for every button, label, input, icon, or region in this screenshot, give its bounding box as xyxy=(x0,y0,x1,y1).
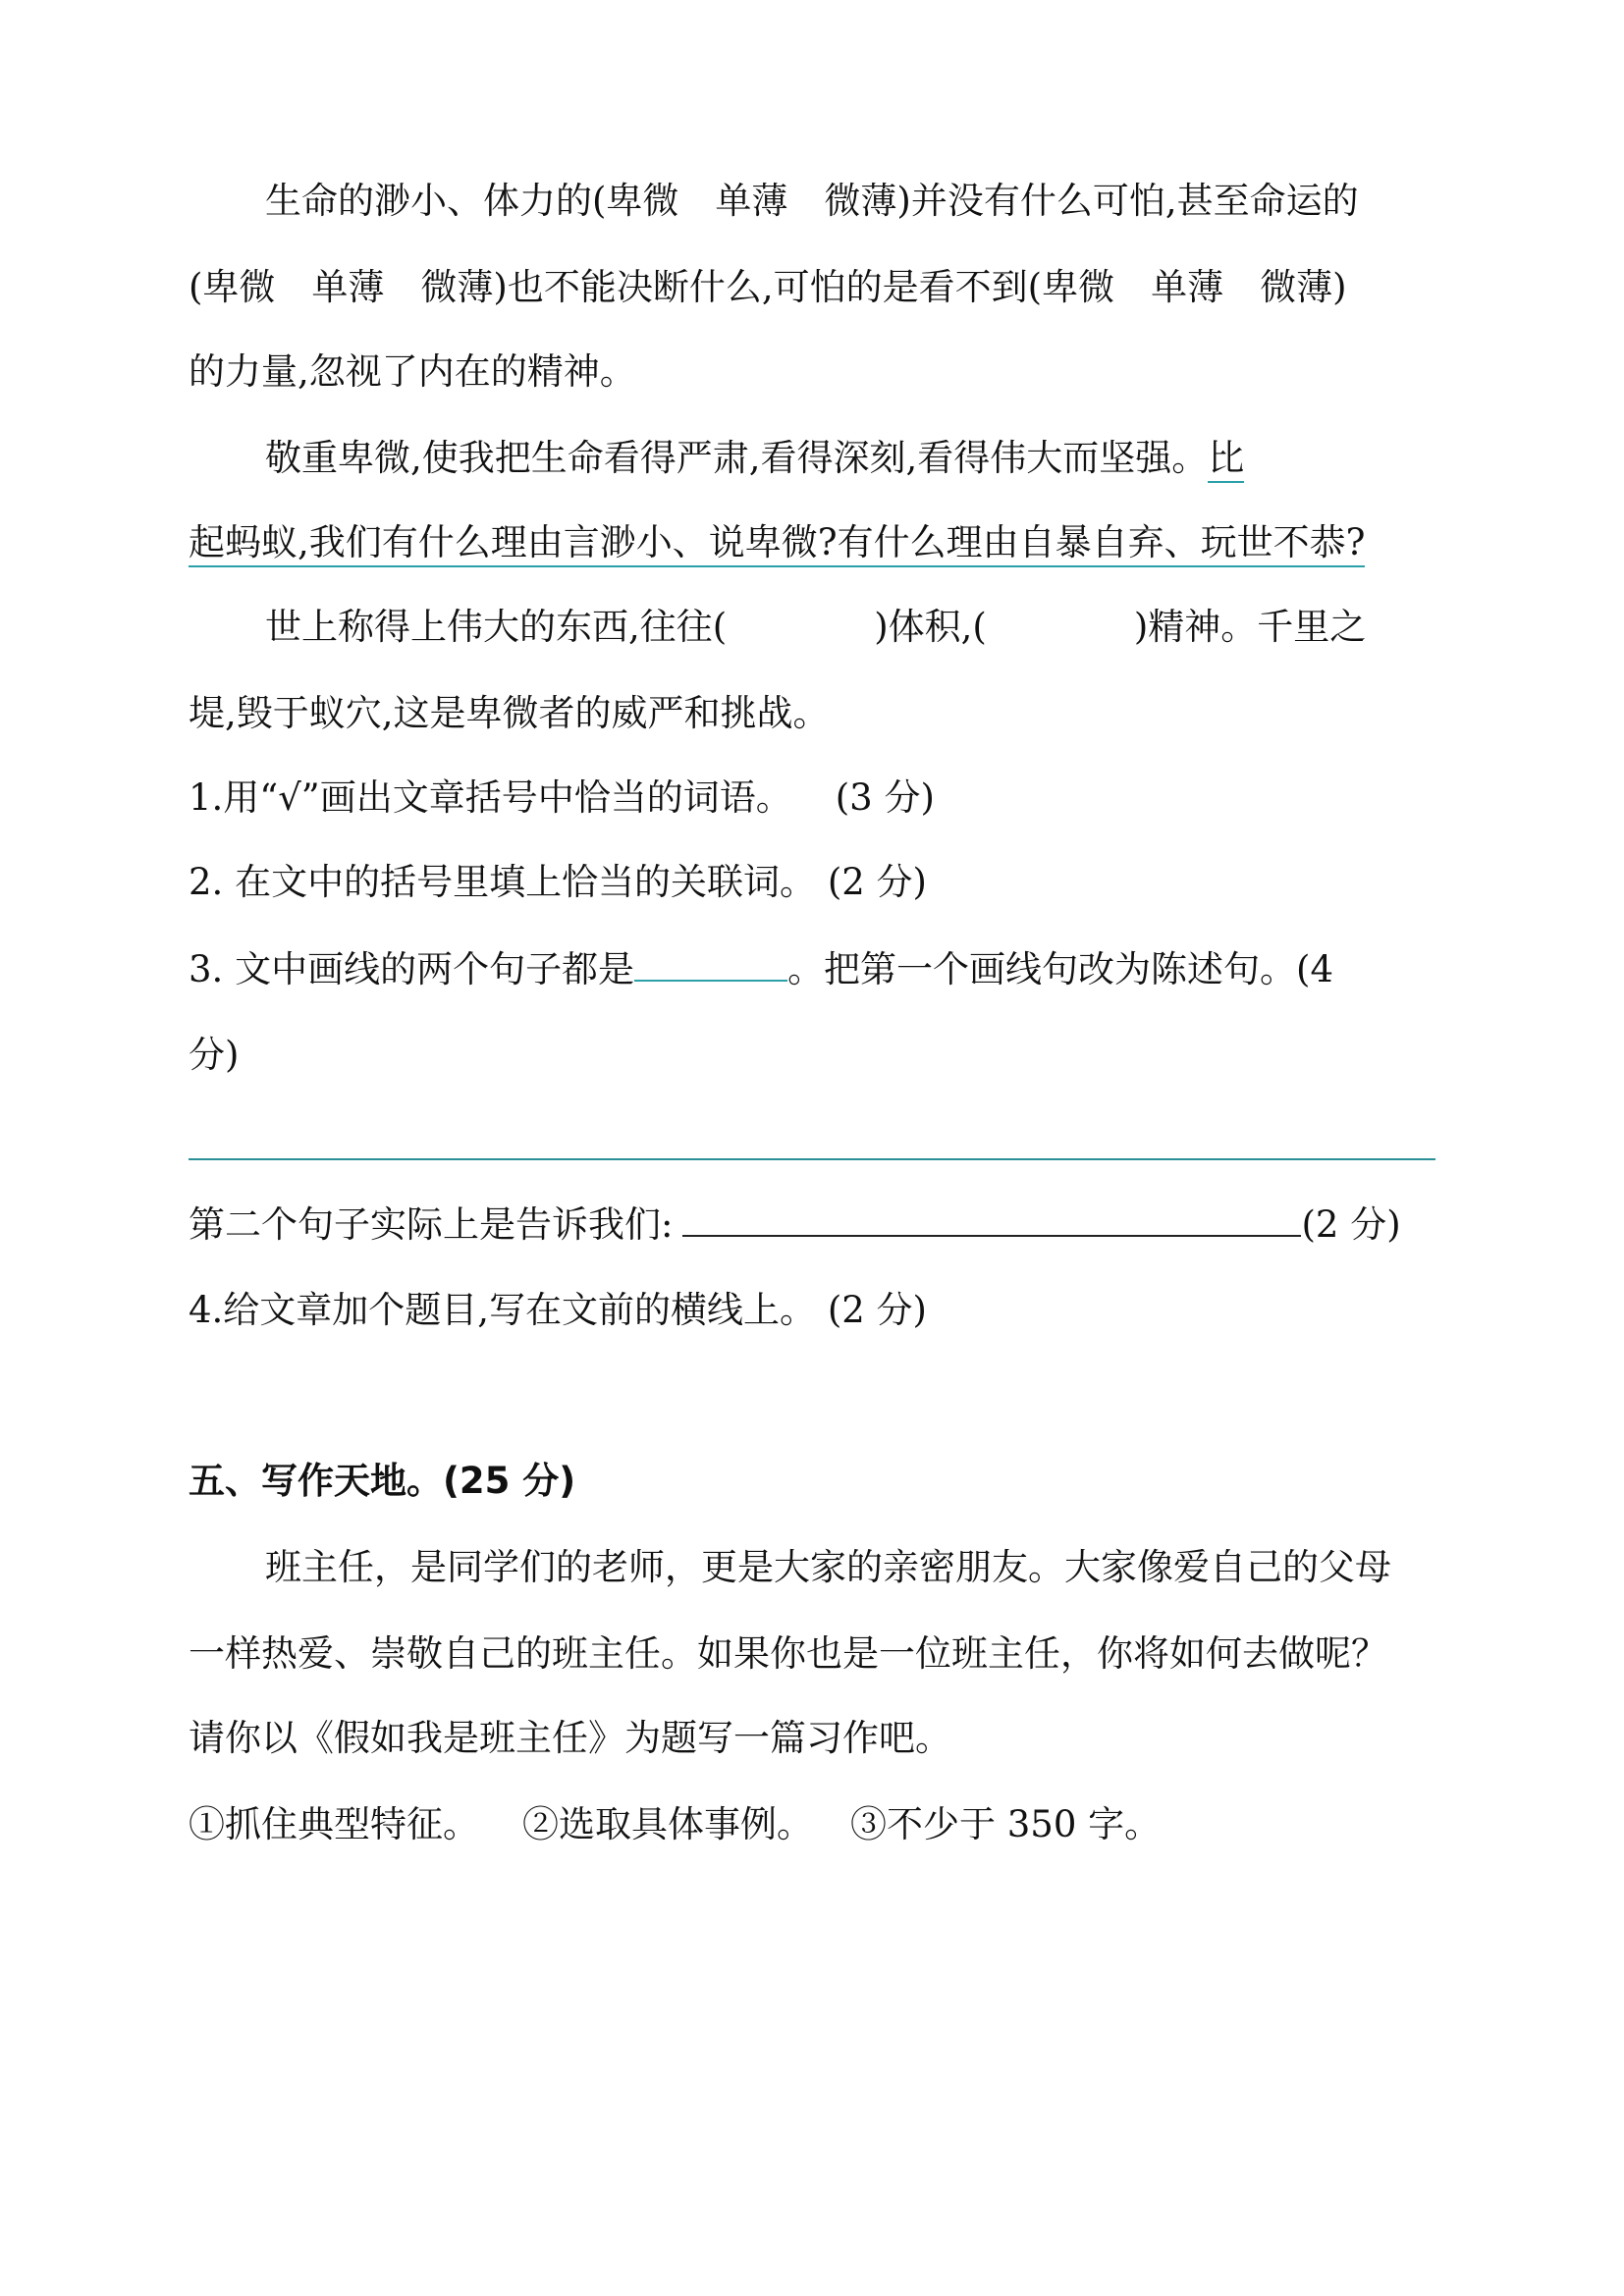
question-text: 1.用“√”画出文章括号中恰当的词语。 xyxy=(189,776,792,819)
passage-text: )体积,( xyxy=(874,606,987,648)
requirement: ③不少于 350 字。 xyxy=(850,1803,1162,1845)
underlined-sentence: 起蚂蚁,我们有什么理由言渺小、说卑微?有什么理由自暴自弃、玩世不恭? xyxy=(189,521,1365,567)
answer-blank[interactable] xyxy=(634,944,787,982)
passage-text: )精神。千里之 xyxy=(1133,606,1367,648)
answer-line[interactable] xyxy=(189,1158,1435,1160)
section-heading: 五、写作天地。(25 分) xyxy=(189,1460,576,1502)
question-3 xyxy=(189,944,1333,994)
passage-line xyxy=(265,603,1366,652)
question-score: (2 分) xyxy=(1301,1203,1401,1246)
writing-requirements xyxy=(189,1800,1161,1849)
question-text: 第二个句子实际上是告诉我们: xyxy=(189,1203,674,1246)
writing-prompt-line: 请你以《假如我是班主任》为题写一篇习作吧。 xyxy=(189,1717,951,1759)
passage-line: 生命的渺小、体力的(卑微 单薄 微薄)并没有什么可怕,甚至命运的 xyxy=(265,180,1359,222)
question-1 xyxy=(189,774,935,823)
passage-line xyxy=(265,434,1244,483)
question-3-second xyxy=(189,1200,1401,1250)
passage-line: 的力量,忽视了内在的精神。 xyxy=(189,350,636,393)
question-2: 2. 在文中的括号里填上恰当的关联词。 (2 分) xyxy=(189,861,927,903)
question-4: 4.给文章加个题目,写在文前的横线上。 (2 分) xyxy=(189,1289,927,1331)
passage-text: 世上称得上伟大的东西,往往( xyxy=(265,606,728,648)
passage-line: 堤,毁于蚁穴,这是卑微者的威严和挑战。 xyxy=(189,692,830,734)
question-score: (3 分) xyxy=(835,776,935,819)
passage-line xyxy=(189,518,1365,567)
requirement: ①抓住典型特征。 xyxy=(189,1803,479,1845)
underlined-sentence: 比 xyxy=(1208,437,1244,483)
passage-line: (卑微 单薄 微薄)也不能决断什么,可怕的是看不到(卑微 单薄 微薄) xyxy=(189,266,1347,308)
answer-blank[interactable] xyxy=(682,1200,1301,1237)
question-3-cont: 分) xyxy=(189,1034,240,1076)
writing-prompt-line: 班主任，是同学们的老师，更是大家的亲密朋友。大家像爱自己的父母 xyxy=(265,1546,1391,1588)
passage-text: 敬重卑微,使我把生命看得严肃,看得深刻,看得伟大而坚强。 xyxy=(265,437,1209,479)
writing-prompt-line: 一样热爱、崇敬自己的班主任。如果你也是一位班主任，你将如何去做呢？ xyxy=(189,1632,1387,1675)
question-text: 3. 文中画线的两个句子都是 xyxy=(189,948,635,990)
question-text: 。把第一个画线句改为陈述句。(4 xyxy=(787,948,1334,990)
requirement: ②选取具体事例。 xyxy=(522,1803,813,1845)
